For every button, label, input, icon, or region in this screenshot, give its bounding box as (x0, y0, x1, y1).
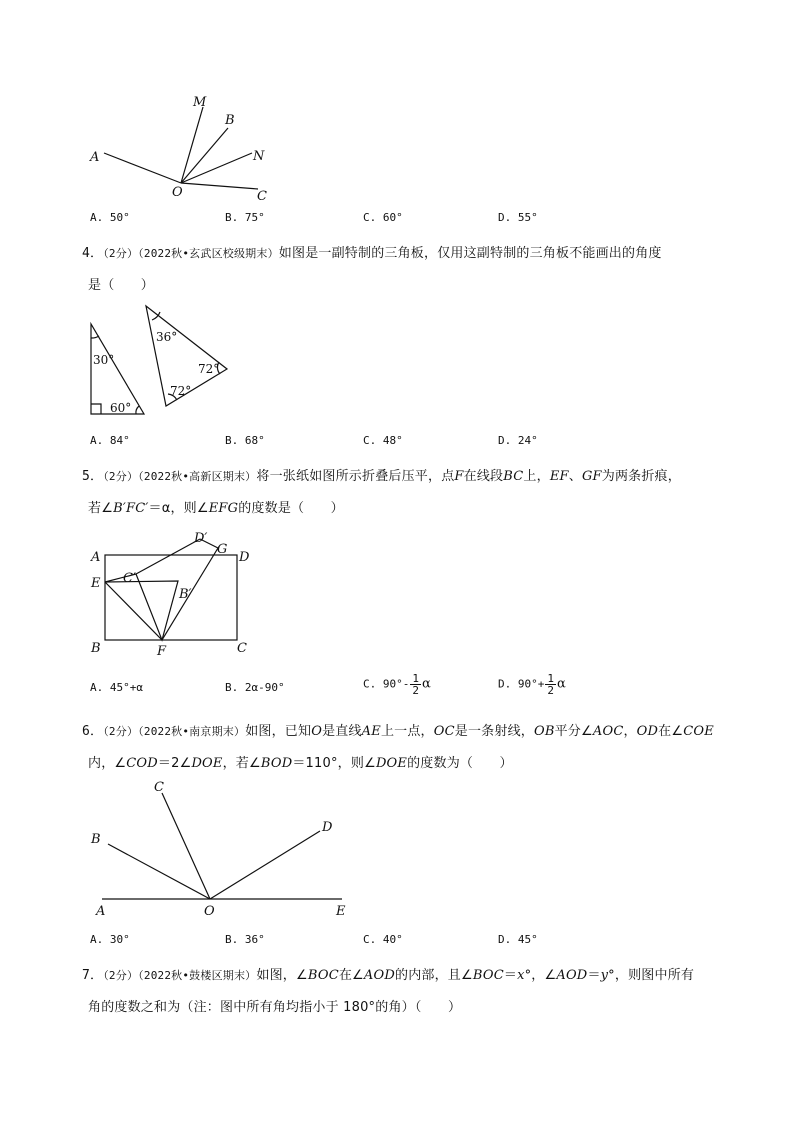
q6-label-o: O (204, 904, 215, 919)
q5-option-b[interactable]: B. 2α-90° (225, 681, 285, 694)
q3-option-d[interactable]: D. 55° (498, 211, 538, 224)
q5-label-e: E (91, 576, 101, 591)
q3-figure (80, 90, 300, 205)
q5-number: 5． (82, 469, 104, 484)
q5-label-b-prime: B′ (179, 587, 192, 602)
q7-score: （2分） (103, 969, 139, 982)
q6-label-a: A (96, 904, 106, 919)
q6-source: （2022秋•南京期末） (138, 725, 246, 738)
q5-stem-line2: 若∠B′FC′＝α，则∠EFG的度数是（ ） (88, 501, 344, 516)
q4-option-b[interactable]: B. 68° (225, 434, 265, 447)
q4-angle-60: 60° (110, 401, 132, 415)
q7-text-2: 角的度数之和为（注：图中所有角均指小于 180°的角）（ ） (88, 1000, 462, 1015)
q6-figure (80, 775, 370, 920)
q4-source: （2022秋•玄武区校级期末） (138, 247, 279, 260)
q5-score: （2分） (103, 470, 139, 483)
q7-source: （2022秋•鼓楼区期末） (138, 969, 257, 982)
q4-angle-72-bottom: 72° (170, 384, 192, 398)
q6-label-e: E (336, 904, 346, 919)
q5-label-g: G (217, 542, 228, 557)
q6-label-d: D (322, 820, 333, 835)
q5-label-c: C (237, 641, 247, 656)
q6-option-d[interactable]: D. 45° (498, 933, 538, 946)
q7-number: 7． (82, 968, 104, 983)
q6-stem-line2: 内，∠COD＝2∠DOE，若∠BOD＝110°，则∠DOE的度数为（ ） (88, 756, 513, 771)
q4-number: 4． (82, 246, 104, 261)
q3-label-n: N (253, 149, 265, 164)
q6-label-c: C (154, 780, 164, 795)
q7-stem-line2 (88, 996, 461, 1015)
q3-label-m: M (193, 95, 207, 110)
q4-figure (80, 300, 250, 420)
q6-option-c[interactable]: C. 40° (363, 933, 403, 946)
q6-option-a[interactable]: A. 30° (90, 933, 130, 946)
q5-figure (80, 525, 280, 660)
q6-stem-line1: 6．（2分）（2022秋•南京期末）如图，已知O是直线AE上一点，OC是一条射线，OB平分∠AOC，OD在∠COE (82, 724, 714, 739)
q3-label-c: C (257, 189, 267, 204)
q4-angle-30: 30° (93, 353, 115, 367)
q5-stem-line1: 5．（2分）（2022秋•高新区期末）将一张纸如图所示折叠后压平，点F在线段BC上，EF、GF为两条折痕， (82, 469, 681, 484)
q5-label-c-prime: C′ (123, 571, 136, 586)
q5-label-f: F (157, 644, 167, 659)
q6-label-b: B (91, 832, 101, 847)
q5-option-c[interactable]: C. 90°- $\frac{1}{2}$ α (363, 672, 431, 697)
q4-text-1: 如图是一副特制的三角板，仅用这副特制的三角板不能画出的角度 (278, 246, 662, 261)
q4-option-c[interactable]: C. 48° (363, 434, 403, 447)
q6-option-b[interactable]: B. 36° (225, 933, 265, 946)
q4-text-2: 是（ ） (88, 278, 155, 293)
q4-angle-72-right: 72° (198, 362, 220, 376)
q4-angle-36: 36° (156, 330, 178, 344)
q5-source: （2022秋•高新区期末） (138, 470, 257, 483)
q4-score: （2分） (103, 247, 139, 260)
q3-option-b[interactable]: B. 75° (225, 211, 265, 224)
q4-option-d[interactable]: D. 24° (498, 434, 538, 447)
q5-option-a[interactable]: A. 45°+α (90, 681, 143, 694)
q3-label-o: O (172, 185, 183, 200)
q3-label-a: A (90, 150, 100, 165)
q5-option-d[interactable]: D. 90°+ $\frac{1}{2}$ α (498, 672, 566, 697)
q4-stem-line2 (88, 274, 154, 293)
q5-label-d-prime: D′ (194, 531, 208, 546)
q7-stem-line1: 7．（2分）（2022秋•鼓楼区期末）如图，∠BOC在∠AOD的内部，且∠BOC＝x°，∠AOD＝y°，则图中所有 (82, 968, 695, 983)
q3-option-c[interactable]: C. 60° (363, 211, 403, 224)
q6-score: （2分） (103, 725, 139, 738)
q6-number: 6． (82, 724, 104, 739)
q4-option-a[interactable]: A. 84° (90, 434, 130, 447)
q5-label-a: A (91, 550, 101, 565)
q4-stem-line1 (82, 242, 662, 261)
q5-label-b: B (91, 641, 101, 656)
q3-label-b: B (225, 113, 235, 128)
q5-label-d: D (239, 550, 250, 565)
q3-option-a[interactable]: A. 50° (90, 211, 130, 224)
